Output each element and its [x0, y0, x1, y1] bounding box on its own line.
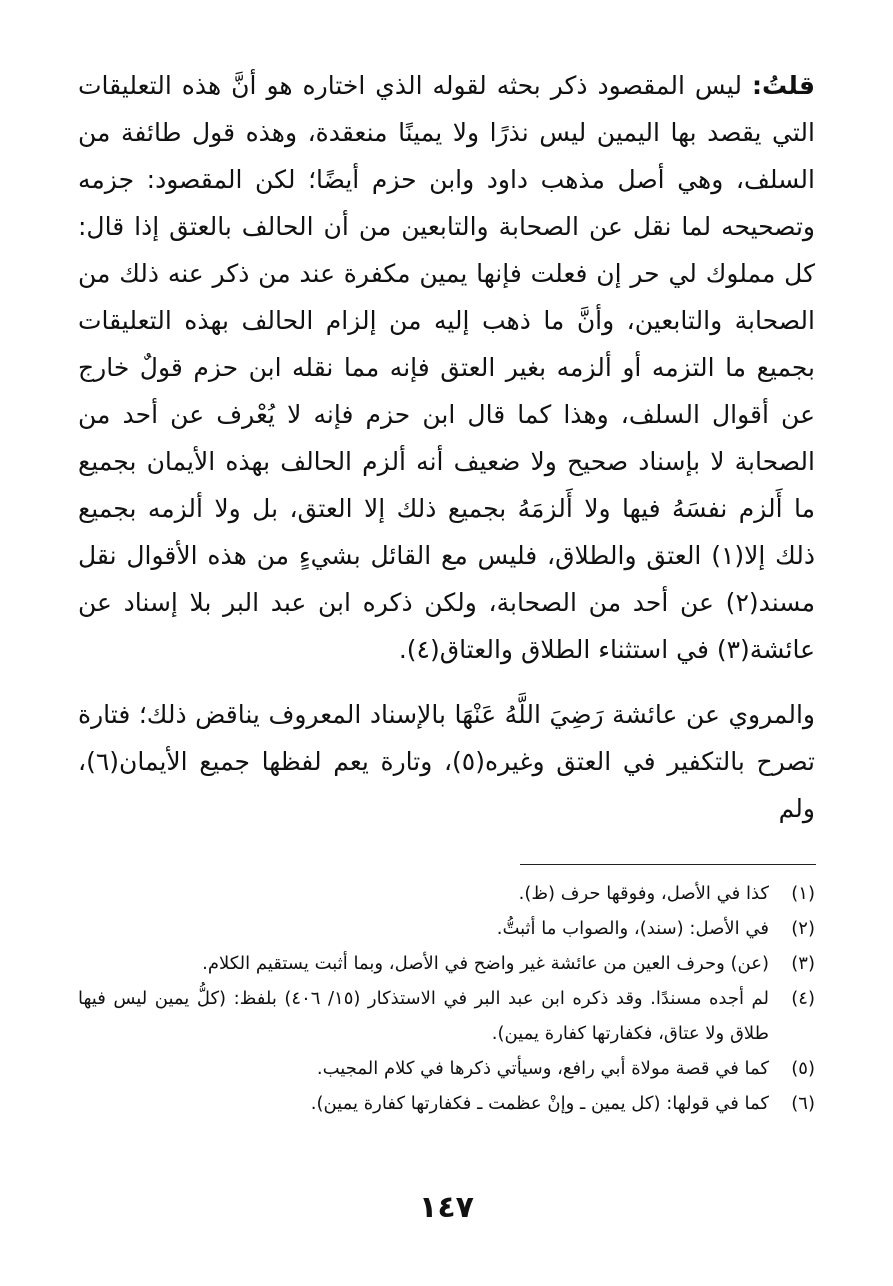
footnote-number: (٥) — [791, 1058, 815, 1079]
footnote-text: لم أجده مسندًا. وقد ذكره ابن عبد البر في الاستذكار (١٥/ ٤٠٦) بلفظ: (كلُّ يمين ليس فيها طلاق ولا عتاق، فكفارتها كفارة يمين). — [78, 988, 770, 1044]
footnote-text: كذا في الأصل، وفوقها حرف (ظ). — [518, 883, 769, 904]
footnote — [78, 1051, 815, 1086]
footnote-text: كما في قولها: (كل يمين ـ وإنْ عظمت ـ فكفارتها كفارة يمين). — [310, 1093, 769, 1114]
footnote — [78, 946, 815, 981]
footnote-number: (٤) — [791, 988, 815, 1009]
footnote-number: (٣) — [791, 953, 815, 974]
footnote-text: كما في قصة مولاة أبي رافع، وسيأتي ذكرها في كلام المجيب. — [316, 1058, 769, 1079]
footnote-separator — [520, 864, 816, 865]
footnotes — [78, 876, 815, 1121]
footnote — [78, 911, 815, 946]
footnote-text: في الأصل: (سند)، والصواب ما أثبتُّ. — [496, 918, 769, 939]
footnote — [78, 1086, 815, 1121]
page-number: ١٤٧ — [419, 1190, 474, 1225]
footnote-number: (١) — [791, 883, 815, 904]
paragraph-2 — [78, 691, 815, 832]
paragraph-text: والمروي عن عائشة رَضِيَ اللَّهُ عَنْهَا بالإسناد المعروف يناقض ذلك؛ فتارة تصرح بالتكفير في العتق وغيره(٥)، وتارة يعم لفظها جميع الأيمان(٦)، ولم — [78, 700, 816, 823]
paragraph-text: ليس المقصود ذكر بحثه لقوله الذي اختاره هو أنَّ هذه التعليقات التي يقصد بها اليمين ليس نذرًا ولا يمينًا منعقدة، وهذه قول طائفة من السلف، وهي أصل مذهب داود وابن حزم أيضًا؛ لكن المقصود: جزمه وتصحيحه لما نقل عن الصحابة والتابعين من أن الحالف بالعتق إذا قال: كل مملوك لي حر إن فعلت فإنها يمين مكفرة عند من ذكر عنه ذلك من الصحابة والتابعين، وأنَّ ما ذهب إليه من إلزام الحالف بهذه التعليقات بجميع ما التزمه أو ألزمه بغير العتق فإنه مما نقله ابن حزم قولٌ خارج عن أقوال السلف، وهذا كما قال ابن حزم فإنه لا يُعْرف عن أحد من الصحابة لا بإسناد صحيح ولا ضعيف أنه ألزم الحالف بهذه الأيمان بجميع ما أَلزم نفسَهُ فيها ولا أَلزمَهُ بجميع ذلك إلا العتق، بل ولا ألزمه بجميع ذلك إلا(١) العتق والطلاق، فليس مع القائل بشيءٍ من هذه الأقوال نقل مسند(٢) عن أحد من الصحابة، ولكن ذكره ابن عبد البر بلا إسناد عن عائشة(٣) في استثناء الطلاق والعتاق(٤). — [78, 71, 816, 664]
footnote — [78, 876, 815, 911]
footnote-number: (٢) — [791, 918, 815, 939]
paragraph-1 — [78, 62, 815, 673]
footnote-number: (٦) — [791, 1093, 815, 1114]
footnote — [78, 981, 815, 1051]
footnote-text: (عن) وحرف العين من عائشة غير واضح في الأصل، وبما أثبت يستقيم الكلام. — [202, 953, 769, 974]
paragraph-lead-word: قلتُ: — [751, 71, 815, 100]
main-text — [78, 62, 815, 832]
